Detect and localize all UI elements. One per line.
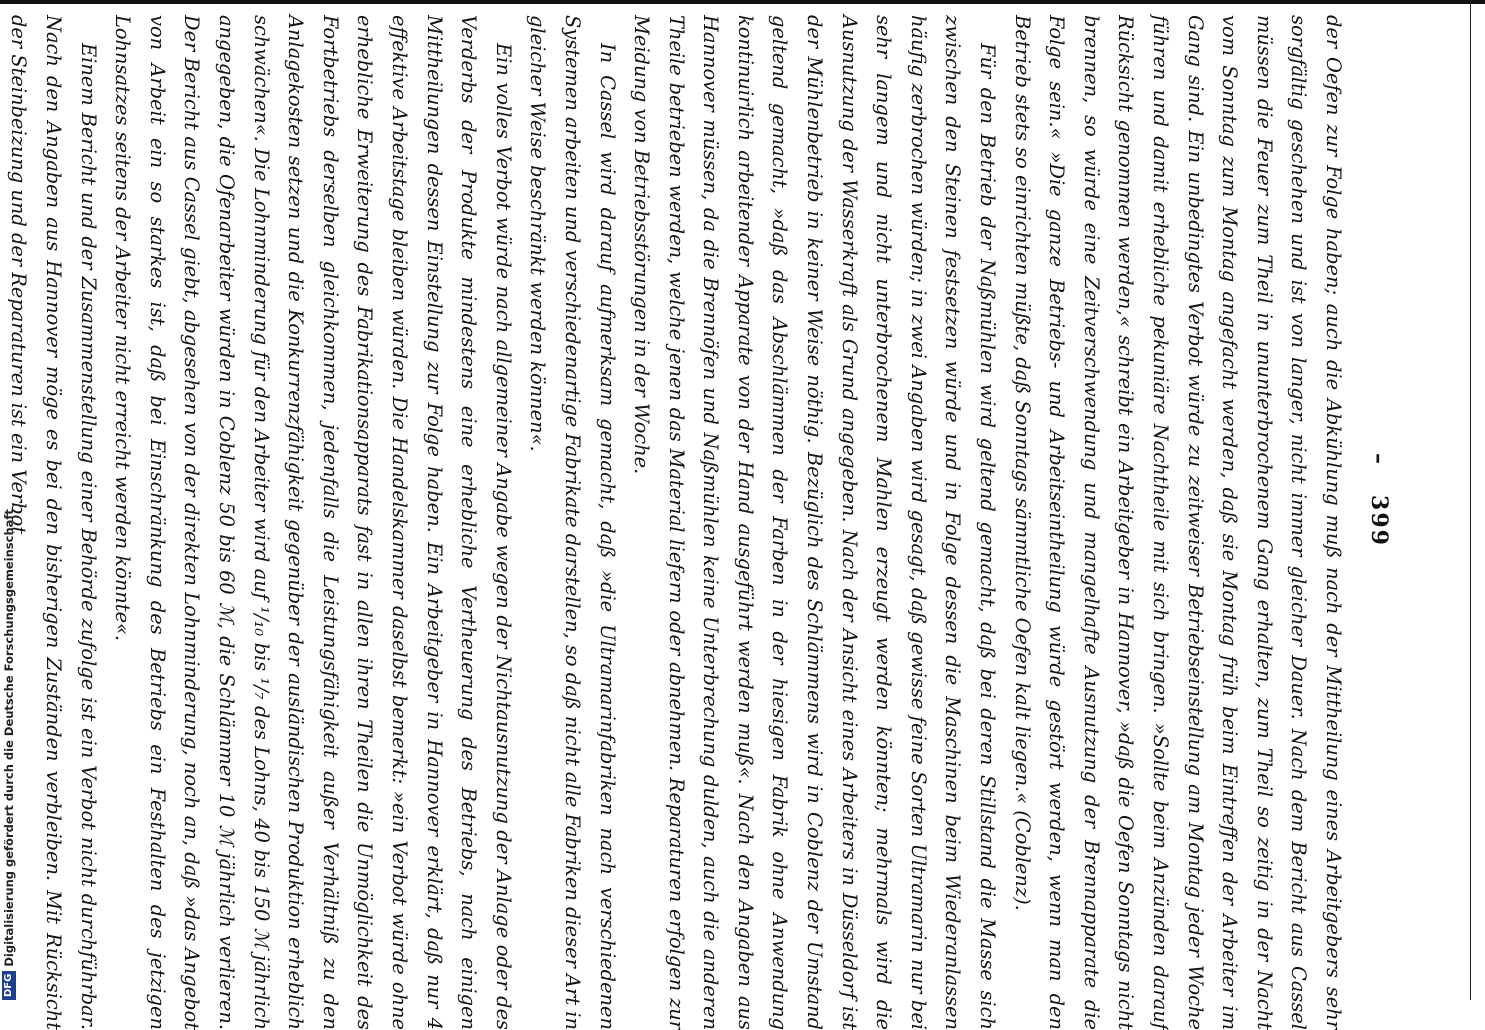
paragraph: Für den Betrieb der Naßmühlen wird geltend gemacht, daß bei deren Stillstand die Masse sich zwischen den Steinen festsetzen würde und in Folge dessen die Maschinen beim Wiederanlassen häufig zerbrochen würden; in zwei Angaben wird gesagt, daß gewisse feine Sorten Ultramarin nur bei sehr langem und nicht unterbrochenem Mahlen erzeugt werden könnten; mehrmals wird die Ausnutzung der Wasserkraft als Grund angegeben. Nach der Ansicht eines Arbeiters in Düsseldorf ist der Mühlenbetrieb in keiner Weise nöthig. Bezüglich des Schlämmens wird in Coblenz der Umstand geltend gemacht, »daß das Abschlämmen der Farben in der hiesigen Fabrik ohne Anwendung kontinuirlich arbeitender Apparate von der Hand ausgeführt werden muß«. Nach den Angaben aus Hannover müssen, da die Brennöfen und Naßmühlen keine Unterbrechung dulden, auch die anderen Theile betrieben werden, welche jenen das Material liefern oder abnehmen. Reparaturen erfolgen zur Meidung von Betriebsstörungen in der Woche. bbox=[630, 15, 1000, 1030]
paragraph: In Cassel wird darauf aufmerksam gemacht, daß »die Ultramarinfabriken nach verschiedenen Systemen arbeiten und verschiedenartige Fabrikate darstellen, so daß nicht alle Fabriken dieser Art in gleicher Weise beschränkt werden können«. bbox=[526, 15, 619, 1030]
paragraph: der Oefen zur Folge haben; auch die Abkühlung muß nach der Mittheilung eines Arbeitgebers sehr sorgfältig geschehen und ist von langer, nicht immer gleicher Dauer. Nach dem Bericht aus Cassel müssen die Feuer zum Theil in ununterbrochenem Gang erhalten, zum Theil so zeitig in der Nacht vom Sonntag zum Montag angefacht werden, daß sie Montag früh beim Eintreffen der Arbeiter im Gang sind. Ein unbedingtes Verbot würde zu zeitweiser Betriebseinstellung am Montag jeder Woche führen und damit erhebliche pekuniäre Nachtheile mit sich bringen. »Sollte beim Anzünden darauf Rücksicht genommen werden,« schreibt ein Arbeitgeber in Hannover, »daß die Oefen Sonntags nicht brennen, so würde eine Zeitverschwendung und mangelhafte Ausnutzung der Brennapparate die Folge sein.« »Die ganze Betriebs- und Arbeitseintheilung würde gestört werden, wenn man den Betrieb stets so einrichten müßte, daß Sonntags sämmtliche Oefen kalt liegen.« (Coblenz). bbox=[1010, 15, 1345, 1030]
page-number-value: 399 bbox=[1366, 495, 1392, 547]
dfg-logo-icon: DFG bbox=[2, 971, 16, 1000]
page-number-dash: – bbox=[1366, 453, 1392, 467]
paragraph: Einem Bericht und der Zusammenstellung einer Behörde zufolge ist ein Verbot nicht durchführbar. Nach den Angaben aus Hannover möge es bei den bisherigen Zuständen verbleiben. Mit Rücksicht der Steinbeizung und der Reparaturen ist ein Verbot bbox=[7, 15, 100, 1030]
credit-text: Digitalisierung gefördert durch die Deutsche Forschungsgemeinschaft bbox=[2, 509, 16, 967]
paragraph: Ein volles Verbot würde nach allgemeiner Angabe wegen der Nichtausnutzung der Anlage oder des Verderbs der Produkte mindestens eine erhebliche Vertheuerung des Betriebs, nach einigen Mittheilungen dessen Einstellung zur Folge haben. Ein Arbeitgeber in Hannover erklärt, daß nur 4 effektive Arbeitstage bleiben würden. Die Handelskammer daselbst bemerkt: »ein Verbot würde ohne erhebliche Erweiterung des Fabrikationsapparats fast in allen ihren Theilen die Unmöglichkeit des Fortbetriebs derselben gleichkommen, jedenfalls die Leistungsfähigkeit außer Verhältniß zu den Anlagekosten setzen und die Konkurrenzfähigkeit gegenüber der ausländischen Produktion erheblich schwächen«. Die Lohnminderung für den Arbeiter wird auf ¹/₁₀ bis ¹/₇ des Lohns, 40 bis 150 ℳ jährlich angegeben, die Ofenarbeiter würden in Coblenz 50 bis 60 ℳ, die Schlämmer 10 ℳ jährlich verlieren. Der Bericht aus Cassel giebt, abgesehen von der direkten Lohnminderung, noch an, daß »das Angebot von Arbeit ein so starkes ist, daß bei Einschränkung des Betriebs ein Festhalten des jetzigen Lohnsatzes seitens der Arbeiter nicht erreicht werden könnte«. bbox=[111, 15, 515, 1030]
digitization-credit bbox=[0, 509, 18, 1000]
